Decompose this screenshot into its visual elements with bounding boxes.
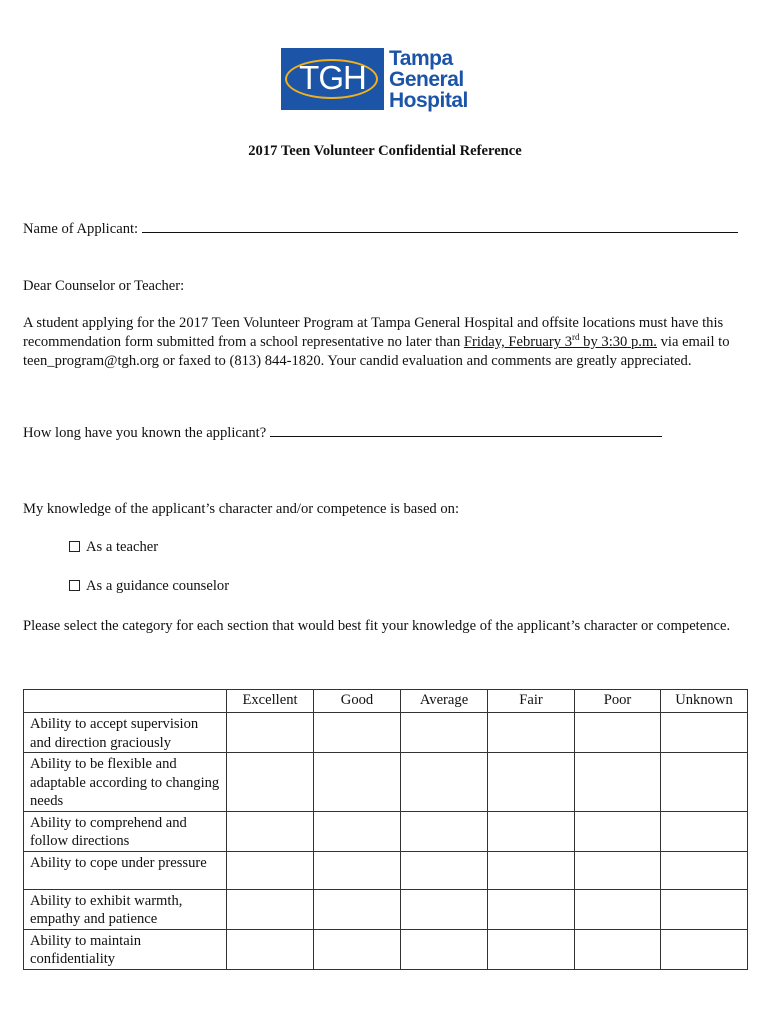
rating-cell-unknown[interactable] [661,889,748,929]
option-guidance-counselor[interactable] [69,578,229,595]
known-duration-label: How long have you known the applicant? [23,425,267,441]
rating-cell-poor[interactable] [575,753,661,812]
rating-cell-unknown[interactable] [661,753,748,812]
rating-cell-unknown[interactable] [661,713,748,753]
rating-cell-excellent[interactable] [227,713,314,753]
rating-cell-excellent[interactable] [227,929,314,969]
rating-cell-poor[interactable] [575,851,661,889]
table-row [24,713,748,753]
rating-header-fair: Fair [488,690,575,713]
deadline-text [464,334,657,350]
table-row [24,929,748,969]
rating-cell-fair[interactable] [488,713,575,753]
teacher-checkbox[interactable] [69,541,80,552]
rating-header-average: Average [401,690,488,713]
rating-cell-good[interactable] [314,851,401,889]
tgh-logo [281,48,491,114]
rating-cell-poor[interactable] [575,713,661,753]
table-row [24,753,748,812]
logo-mark [281,48,384,110]
rating-cell-poor[interactable] [575,929,661,969]
rating-cell-unknown[interactable] [661,929,748,969]
table-row [24,889,748,929]
rating-cell-average[interactable] [401,929,488,969]
rating-header-poor: Poor [575,690,661,713]
rating-cell-average[interactable] [401,889,488,929]
option-teacher-label: As a teacher [86,539,159,555]
known-duration-row [23,425,662,442]
rating-header-good: Good [314,690,401,713]
rating-cell-average[interactable] [401,753,488,812]
rating-cell-fair[interactable] [488,851,575,889]
rating-table [23,689,748,970]
rating-header-unknown: Unknown [661,690,748,713]
option-guidance-counselor-label: As a guidance counselor [86,578,230,594]
table-row [24,811,748,851]
criterion-label: Ability to exhibit warmth, empathy and patience [24,889,227,929]
rating-cell-poor[interactable] [575,889,661,929]
criterion-label: Ability to comprehend and follow directions [24,811,227,851]
rating-cell-good[interactable] [314,811,401,851]
logo-word-1: Tampa [389,47,453,70]
instructions-paragraph [23,314,743,371]
rating-cell-good[interactable] [314,753,401,812]
rating-cell-excellent[interactable] [227,851,314,889]
rating-cell-good[interactable] [314,929,401,969]
rating-cell-excellent[interactable] [227,889,314,929]
criterion-label: Ability to accept supervision and direction graciously [24,713,227,753]
table-row [24,851,748,889]
criteria-header [24,690,227,713]
option-teacher[interactable] [69,539,158,556]
rating-cell-good[interactable] [314,889,401,929]
deadline-by: by 3:30 [579,334,628,350]
deadline-sup: rd [572,332,580,343]
rating-cell-fair[interactable] [488,889,575,929]
logo-wordmark [389,48,468,111]
knowledge-basis-label: My knowledge of the applicant’s character and/or competence is based on: [23,501,460,517]
rating-instructions: Please select the category for each section that would best fit your knowledge of the applicant’s character or competence. [23,618,731,634]
deadline-pm: p.m. [631,334,657,350]
rating-header-row [24,690,748,713]
rating-cell-fair[interactable] [488,811,575,851]
logo-mark-text: TGH [299,59,366,96]
rating-cell-fair[interactable] [488,929,575,969]
rating-cell-excellent[interactable] [227,811,314,851]
applicant-name-field[interactable] [142,231,738,233]
rating-cell-average[interactable] [401,851,488,889]
criterion-label: Ability to be flexible and adaptable according to changing needs [24,753,227,812]
document-title: 2017 Teen Volunteer Confidential Reference [248,143,522,159]
logo-word-2: General [389,68,464,91]
rating-cell-fair[interactable] [488,753,575,812]
rating-cell-average[interactable] [401,713,488,753]
applicant-name-label: Name of Applicant: [23,221,139,237]
rating-cell-excellent[interactable] [227,753,314,812]
logo-word-3: Hospital [389,89,468,112]
paragraph-part2: via email to teen_program@tgh.org or faxed to (813) 844-1820. Your candid evaluation and comments are greatly appreciated. [23,334,730,369]
rating-header-excellent: Excellent [227,690,314,713]
paragraph-part1: A student applying for the 2017 Teen Volunteer Program at Tampa General Hospital and offsite locations must have this recommendation form submitted from a school representative no later than [23,315,724,350]
known-duration-field[interactable] [270,435,662,437]
rating-cell-average[interactable] [401,811,488,851]
rating-cell-good[interactable] [314,713,401,753]
criterion-label: Ability to cope under pressure [24,851,227,889]
rating-cell-poor[interactable] [575,811,661,851]
rating-cell-unknown[interactable] [661,851,748,889]
rating-cell-unknown[interactable] [661,811,748,851]
salutation: Dear Counselor or Teacher: [23,278,185,294]
criterion-label: Ability to maintain confidentiality [24,929,227,969]
guidance-counselor-checkbox[interactable] [69,580,80,591]
applicant-name-row [23,221,738,238]
deadline-date: Friday, February 3 [463,334,572,350]
